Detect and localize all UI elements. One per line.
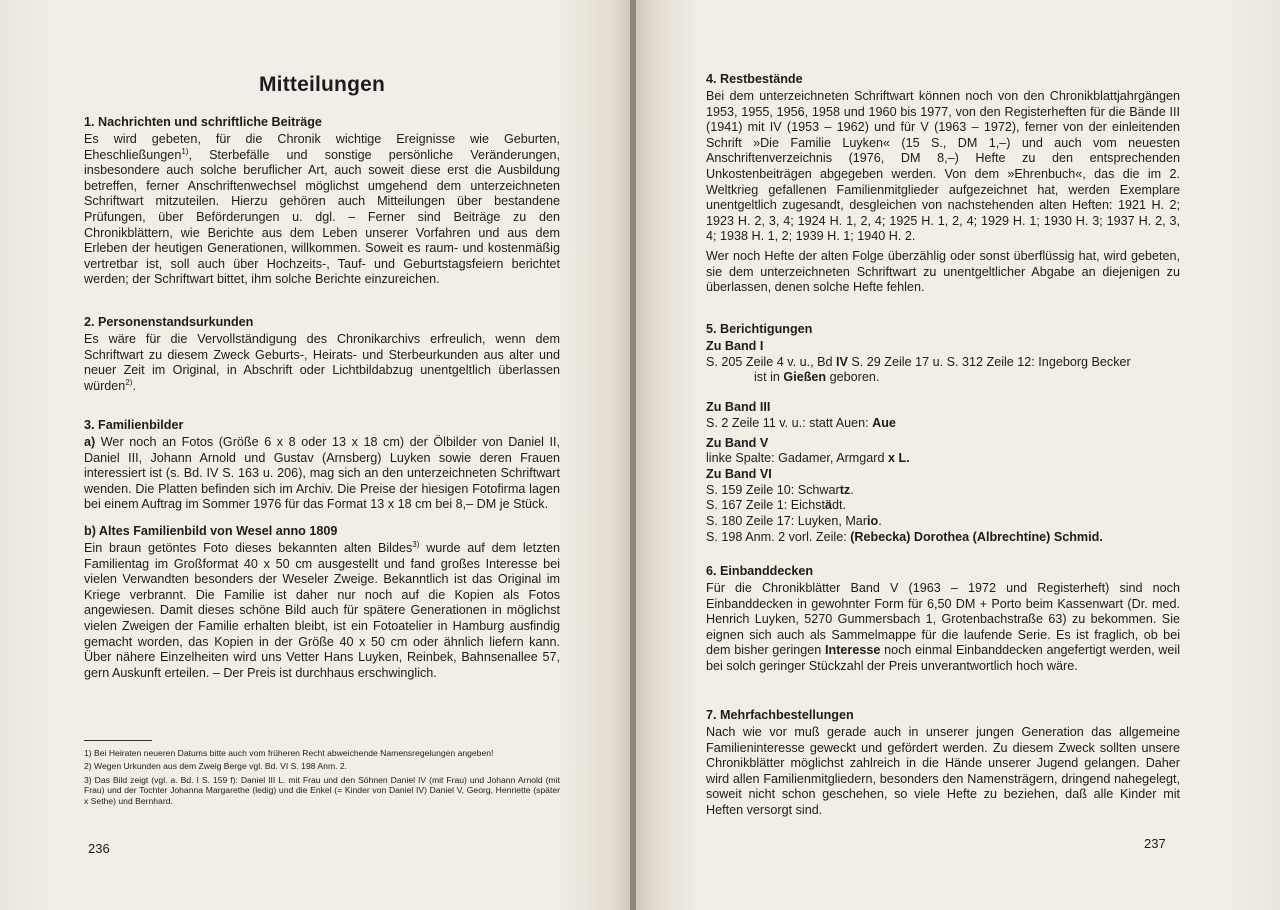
- correction-line: S. 180 Zeile 17: Luyken, Mario.: [706, 514, 882, 529]
- page-title: Mitteilungen: [258, 73, 386, 96]
- footnote: 3) Das Bild zeigt (vgl. a. Bd. I S. 159 f): Daniel III L. mit Frau und den Söhnen Daniel IV (mit Frau) und Johann Arnold (mit Frau) und der Tochter Johanna Margarethe (ledig) und die Enkel (= Kinder von Daniel IV) Daniel V, Georg, Henriette (später x Sethe) und Bernhard.: [84, 774, 560, 806]
- subsection-heading: b) Altes Familienbild von Wesel anno 1809: [84, 523, 338, 538]
- correction-line: S. 2 Zeile 11 v. u.: statt Auen: Aue: [706, 415, 896, 430]
- section-heading: 5. Berichtigungen: [706, 322, 813, 336]
- section-restbestaende: [706, 71, 1180, 296]
- section-nachrichten: [84, 114, 560, 288]
- right-page: [636, 0, 1280, 910]
- footnotes: [84, 748, 560, 809]
- correction-line: S. 198 Anm. 2 vorl. Zeile: (Rebecka) Dorothea (Albrechtine) Schmid.: [706, 529, 1103, 544]
- footnote: 2) Wegen Urkunden aus dem Zweig Berge vgl. Bd. VI S. 198 Anm. 2.: [84, 761, 348, 772]
- band-label: Zu Band V: [706, 435, 769, 450]
- section-text: Es wäre für die Vervollständigung des Chronikarchivs erfreulich, wenn dem Schriftwart zu diesem Zweck Geburts-, Heirats- und Sterbeurkunden aus alter und neuer Zeit im Original, in Abschrift oder Lichtbildabzug unentgeltlich überlassen würden$^{2)}$.: [84, 332, 560, 393]
- left-page: [0, 0, 632, 910]
- section-familienbilder: [84, 417, 560, 681]
- correction-line: linke Spalte: Gadamer, Armgard x L.: [706, 451, 910, 466]
- section-text: Nach wie vor muß gerade auch in unserer jungen Generation das allgemeine Familieninteresse geweckt und gefördert werden. Zu diesem Zweck sollten unsere Chronikblätter möglichst zahlreich in die Hände unserer Jugend gelangen. Daher wird allen Familienmitgliedern, besonders den Namensträgern, dringend nahegelegt, soweit nicht schon geschehen, so viele Hefte zu beziehen, daß alle Kinder mit Heften versorgt sind.: [706, 725, 1180, 817]
- band-label: Zu Band III: [706, 400, 771, 415]
- section-text: Es wird gebeten, für die Chronik wichtige Ereignisse wie Geburten, Eheschließungen$^{1)}$, Sterbefälle und sonstige persönliche Veränderungen, insbesondere auch solche beruflicher Art, auch soweit diese erst die Ausbildung betreffen, ferner Anschriftenwechsel möglichst umgehend dem unterzeichneten Schriftwart mitzuteilen. Hierzu gehören auch Mitteilungen über bestandene Prüfungen, über Beförderungen u. dgl. – Ferner sind Beiträge zu den Chronikblättern, wie Berichte aus dem Leben unserer Vorfahren und aus dem Erleben der heutigen Generationen, willkommen. Soweit es raum- und kostenmäßig vertretbar ist, soll auch über Hochzeits-, Tauf- und Geburtstagsfeiern berichtet werden; der Schriftwart bittet, ihm solche Berichte einzureichen.: [84, 132, 560, 287]
- section-einbanddecken: [706, 563, 1180, 675]
- correction-line: S. 167 Zeile 1: Eichstädt.: [706, 498, 847, 513]
- footnote: 1) Bei Heiraten neueren Datums bitte auch vom früheren Recht abweichende Namensregelungen angeben!: [84, 748, 494, 758]
- section-text: Für die Chronikblätter Band V (1963 – 1972 und Registerheft) sind noch Einbanddecken in gewohnter Form für 6,50 DM + Porto beim Kassenwart (Dr. med. Henrich Luyken, 5270 Gummersbach 1, Grotenbachstraße 63) zu bekommen. Sie eignen sich auch als Sammelmappe für die laufende Serie. Es ist fraglich, ob bei dem bisher geringen Interesse noch einmal Einbanddecken angefertigt werden, weil bei solch geringer Stückzahl der Preis unverantwortlich hoch wäre.: [706, 581, 1181, 673]
- section-text-b: Ein braun getöntes Foto dieses bekannten alten Bildes$^{3)}$ wurde auf dem letzten Familientag im Großformat 40 x 50 cm ausgestellt und fand großes Interesse bei vielen Verwandten besonders der Weseler Zweige. Bekanntlich ist das Original im Kriege verbrannt. Die Familie ist daher nur noch auf die Kopien als Fotos angewiesen. Damit dieses schöne Bild auch für spätere Generationen in möglichst vielen Zweigen der Familie erhalten bleibt, ist ein Fotoatelier in Hamburg ausfindig gemacht worden, das Kopien in der Größe 40 x 50 cm oder ähnlich liefern kann. Über nähere Einzelheiten wird uns Vetter Hans Luyken, Reinbek, Bahnsenallee 57, gern Auskunft erteilen. – Der Preis ist durchhaus erschwinglich.: [84, 539, 560, 680]
- band-label: Zu Band VI: [706, 466, 772, 481]
- footnote-divider: [84, 740, 152, 741]
- section-heading: 3. Familienbilder: [84, 418, 184, 432]
- page-number: 237: [1144, 836, 1166, 851]
- section-heading: 4. Restbestände: [706, 72, 803, 86]
- section-personenstandsurkunden: [84, 314, 560, 394]
- section-text-2: Wer noch Hefte der alten Folge überzählig oder sonst überflüssig hat, wird gebeten, sie dem unterzeichneten Schriftwart zu unentgeltlicher Abgabe an diejenigen zu überlassen, denen solche Hefte fehlen.: [706, 248, 1180, 295]
- page-number: 236: [88, 841, 110, 856]
- band-label: Zu Band I: [706, 339, 764, 353]
- section-heading: 6. Einbanddecken: [706, 564, 814, 578]
- section-heading: 7. Mehrfachbestellungen: [706, 708, 854, 722]
- correction-line: S. 159 Zeile 10: Schwartz.: [706, 482, 854, 497]
- section-heading: 2. Personenstandsurkunden: [84, 315, 254, 329]
- correction-line: S. 205 Zeile 4 v. u., Bd IV S. 29 Zeile 17 u. S. 312 Zeile 12: Ingeborg Becker: [706, 354, 1131, 369]
- section-text-a: a) Wer noch an Fotos (Größe 6 x 8 oder 13 x 18 cm) der Ölbilder von Daniel II, Daniel III, Johann Arnold und Gustav (Arnsberg) Luyken sowie deren Frauen interessiert ist (s. Bd. IV S. 163 u. 206), mag sich an den unterzeichneten Schriftwart wenden. Die Platten befinden sich im Archiv. Die Preise der hiesigen Fotofirma lagen bei einem Auftrag im Sommer 1976 für das Format 13 x 18 cm bei 8,– DM je Stück.: [84, 435, 560, 512]
- section-mehrfachbestellungen: [706, 707, 1180, 819]
- section-text: Bei dem unterzeichneten Schriftwart können noch von den Chronikblattjahrgängen 1953, 1955, 1956, 1958 und 1960 bis 1977, von den Registerheften für die Bände III (1941) mit IV (1953 – 1962) und für V (1963 – 1972), ferner von der einleitenden Schrift »Die Familie Luyken« (15 S., DM 1,–) und auch vom neuesten Anschriftenverzeichnis (1976, DM 8,–) Hefte zu den entsprechenden Unkostenbeiträgen abgegeben werden. Von dem »Ehrenbuch«, das die im 2. Weltkrieg gefallenen Familienmitglieder aufgezeichnet hat, werden Exemplare unentgeltlich zugesandt, desgleichen von nachstehenden alten Heften: 1921 H. 2; 1923 H. 2, 3, 4; 1924 H. 1, 2, 4; 1925 H. 1, 2, 4; 1929 H. 1; 1930 H. 3; 1937 H. 2, 3, 4; 1938 H. 1, 2; 1939 H. 1; 1940 H. 2.: [706, 89, 1180, 244]
- section-heading: 1. Nachrichten und schriftliche Beiträge: [84, 115, 322, 129]
- correction-line: ist in Gießen geboren.: [754, 370, 880, 385]
- section-berichtigungen: [706, 321, 1180, 546]
